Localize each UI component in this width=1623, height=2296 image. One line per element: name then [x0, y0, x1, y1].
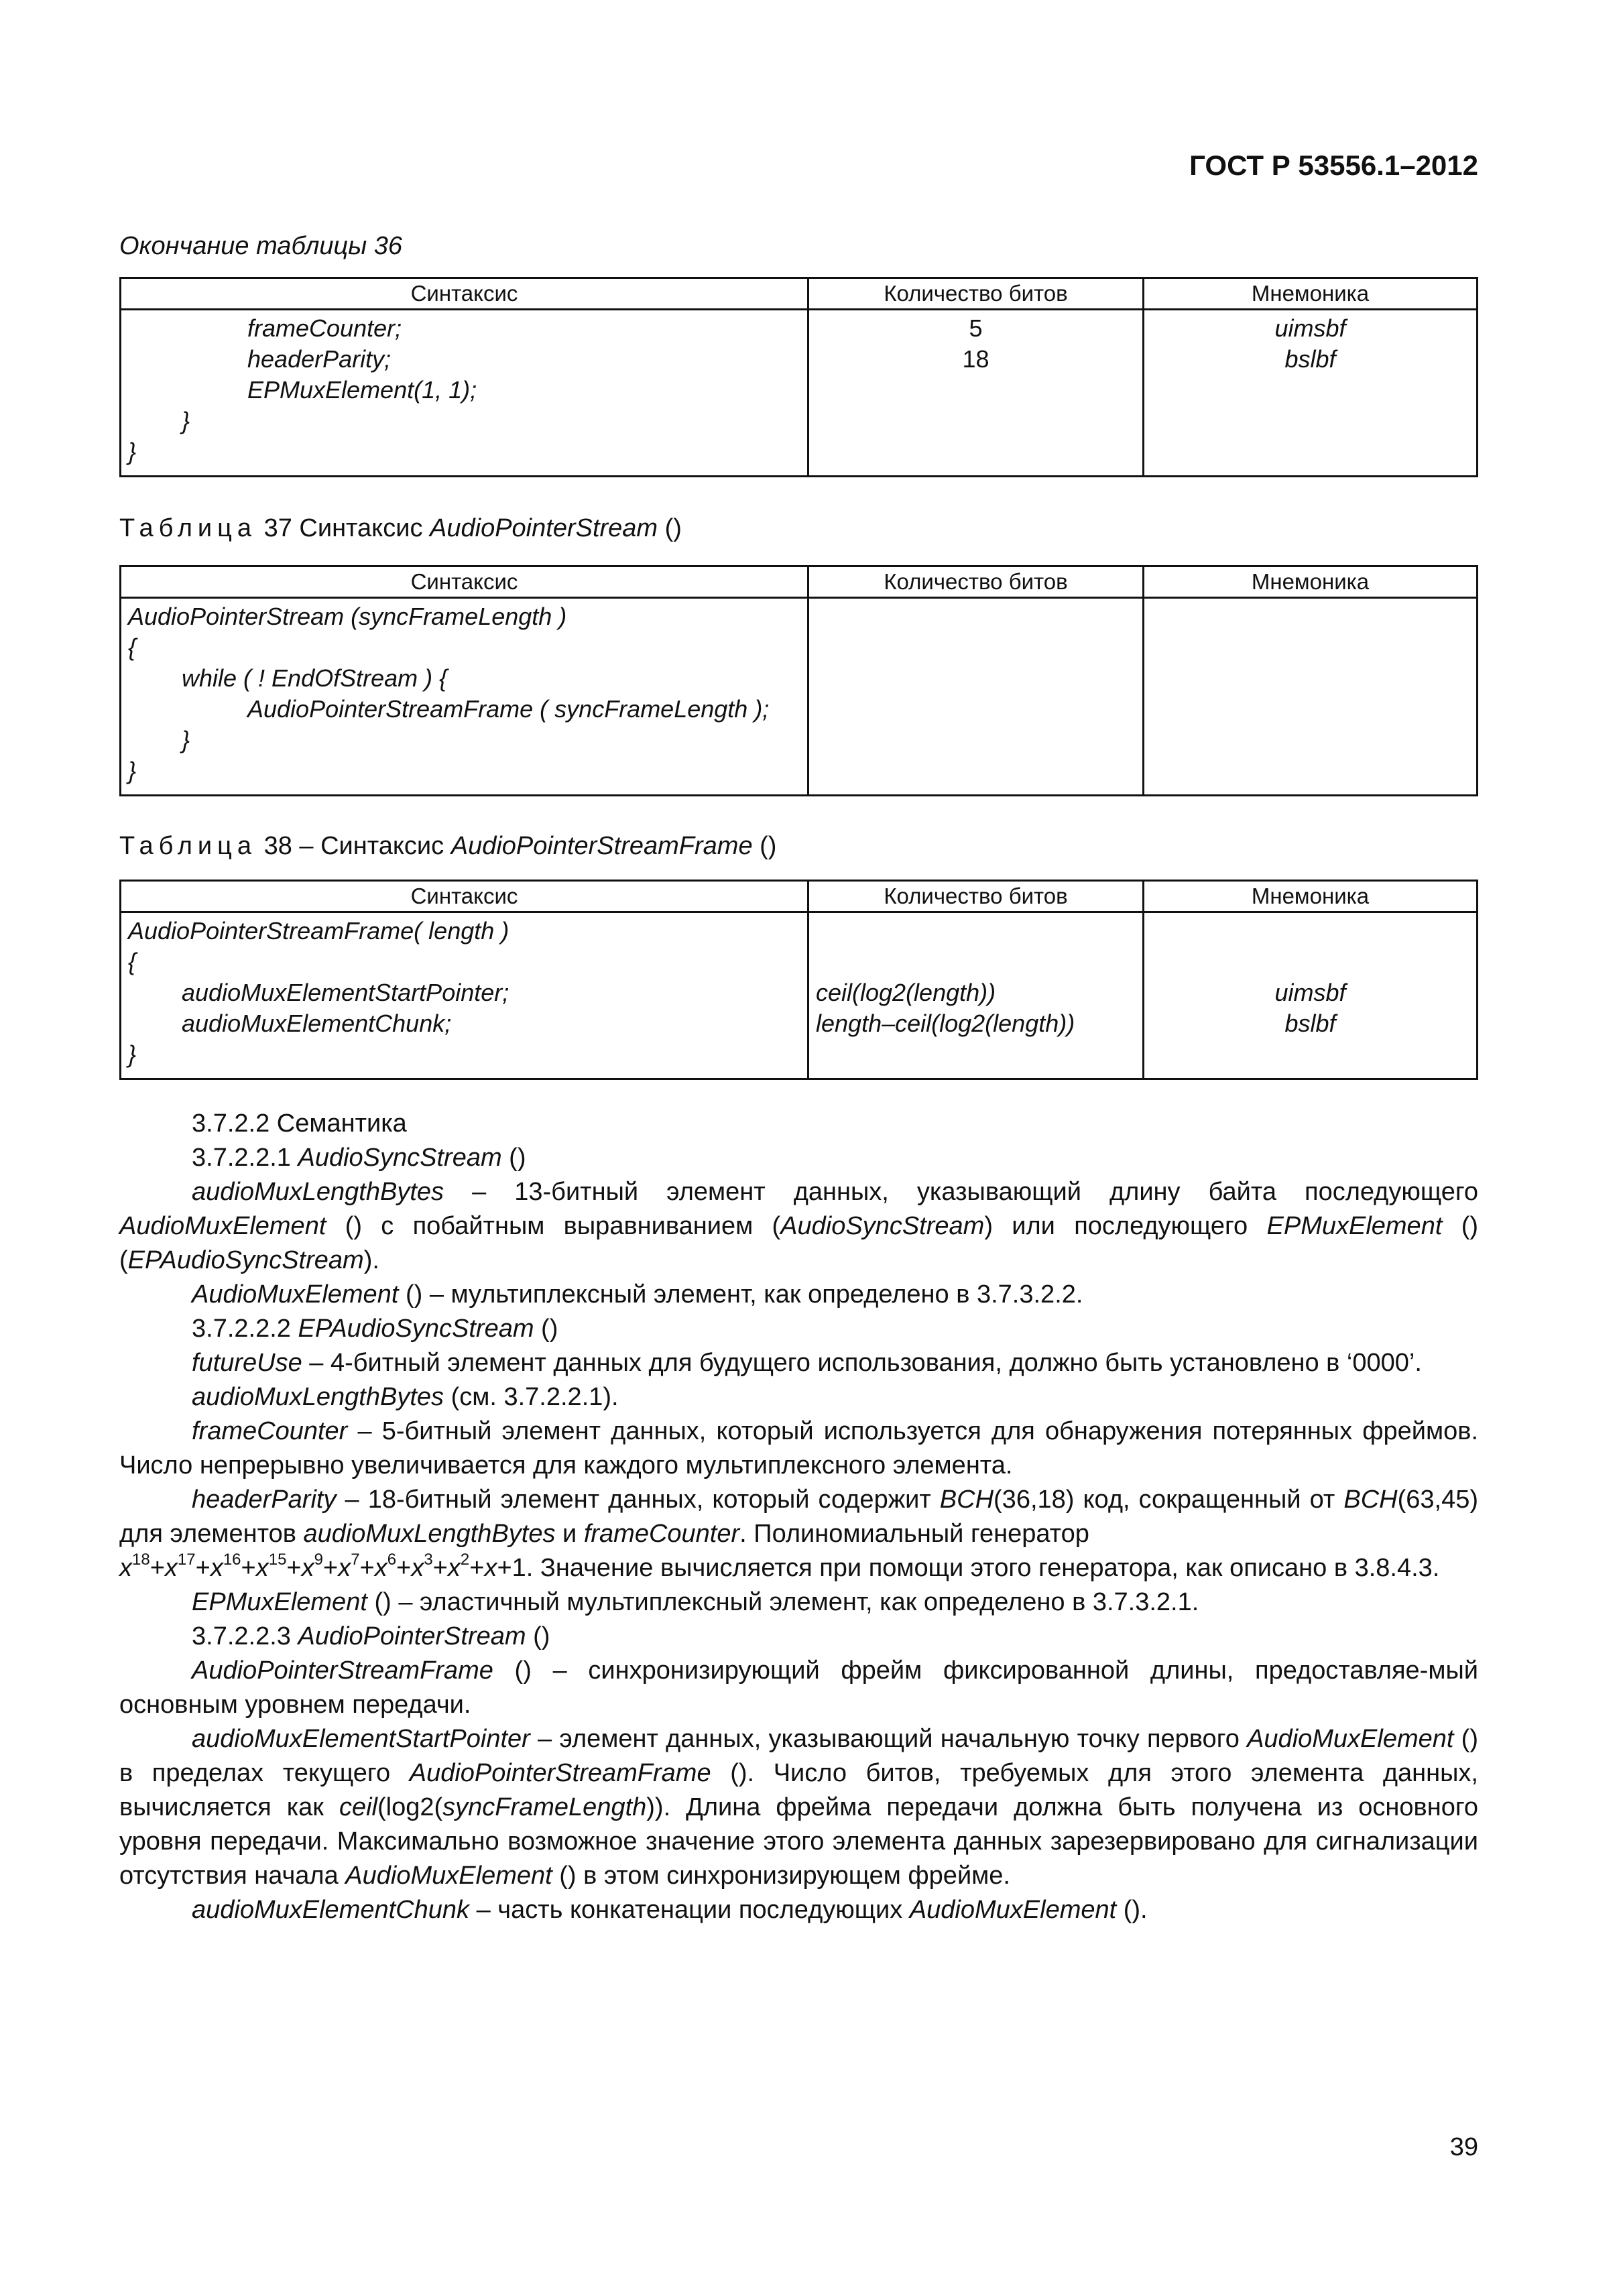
paragraph: AudioMuxElement () – мультиплексный элемент, как определено в 3.7.3.2.2. — [192, 1280, 1083, 1309]
table37-caption — [119, 513, 682, 544]
poly-operator: +1. — [497, 1554, 534, 1582]
table38-mnemonic-cell — [1144, 912, 1478, 1079]
code-line: AudioPointerStreamFrame ( syncFrameLength ); — [247, 695, 770, 723]
table36-header-row — [121, 278, 1478, 310]
term: AudioPointerStreamFrame — [192, 1656, 493, 1685]
bits-value: ceil(log2(length)) — [816, 979, 996, 1006]
subsection-heading: 3.7.2.2.2 EPAudioSyncStream () — [192, 1315, 558, 1343]
standard-designation: ГОСТ Р 53556.1–2012 — [1189, 149, 1478, 181]
paragraph: audioMuxLengthBytes – 13-битный элемент данных, указывающий длину байта последующего AudioMuxElement () с побайтным выравниванием (AudioSyncStream) или последующего EPMuxElement () (EPAudioSyncStream). — [119, 1178, 1478, 1274]
table-label: Таблица — [119, 514, 257, 542]
term: audioMuxLengthBytes — [192, 1383, 444, 1411]
paragraph: audioMuxLengthBytes (см. 3.7.2.2.1). — [192, 1383, 619, 1411]
mnemonic-value: bslbf — [1284, 345, 1336, 373]
code-line: while ( ! EndOfStream ) { — [182, 664, 448, 692]
table37-col-mnemonic: Мнемоника — [1144, 566, 1478, 598]
paragraph: headerParity – 18-битный элемент данных, который содержит BCH(36,18) код, сокращенный от BCH(63,45) для элементов audioMuxLengthBytes и frameCounter. Полиномиальный генератор $x^{18}+x^{17}+x^{16}+x^{15}+x^9+x^7+x^6+x^3+x^2+x+1$. Значение вычисляется при помощи этого генератора, как описано в 3.8.4.3. — [119, 1486, 1478, 1582]
poly-operator: + — [469, 1554, 485, 1582]
bits-value: 18 — [962, 345, 989, 373]
term: audioMuxElementChunk — [192, 1896, 470, 1924]
table37-header-row — [121, 566, 1478, 598]
mnemonic-value: uimsbf — [1274, 314, 1346, 342]
table36-caption: Окончание таблицы 36 — [119, 232, 403, 260]
term: audioMuxElementStartPointer — [192, 1725, 530, 1753]
caption-function: AudioPointerStreamFrame — [450, 832, 753, 860]
table36 — [119, 277, 1478, 477]
code-line: audioMuxElementChunk; — [182, 1010, 452, 1037]
term: audioMuxLengthBytes — [192, 1178, 444, 1206]
poly-operator: + — [396, 1554, 412, 1582]
term: AudioMuxElement — [192, 1280, 399, 1309]
poly-exponent: 17 — [177, 1551, 196, 1569]
subsection-heading: 3.7.2.2.1 AudioSyncStream () — [192, 1144, 526, 1172]
mnemonic-value: bslbf — [1284, 1010, 1336, 1037]
code-line: } — [182, 407, 190, 434]
poly-term: x — [447, 1554, 461, 1582]
table36-mnemonic-cell — [1144, 310, 1478, 477]
table38-syntax-cell — [121, 912, 808, 1079]
caption-parens: () — [658, 514, 682, 542]
code-line: } — [128, 438, 137, 465]
code-line: audioMuxElementStartPointer; — [182, 979, 509, 1006]
page-number: 39 — [1449, 2133, 1478, 2161]
term: headerParity — [192, 1486, 337, 1514]
poly-operator: + — [286, 1554, 302, 1582]
table38-row — [121, 912, 1478, 1079]
paragraph: audioMuxElementChunk – часть конкатенации последующих AudioMuxElement (). — [192, 1896, 1148, 1924]
code-line: } — [182, 726, 190, 753]
table37-syntax-cell — [121, 598, 808, 796]
poly-term: x — [210, 1554, 223, 1582]
poly-exponent: 6 — [387, 1551, 397, 1569]
poly-term: x — [119, 1554, 132, 1582]
poly-operator: + — [241, 1554, 256, 1582]
poly-term: x — [301, 1554, 314, 1582]
code-line: frameCounter; — [247, 314, 402, 342]
bits-value: 5 — [969, 314, 983, 342]
table36-bits-cell — [808, 310, 1144, 477]
table38-bits-cell — [808, 912, 1144, 1079]
code-line: EPMuxElement(1, 1); — [247, 376, 477, 404]
section-heading: 3.7.2.2 Семантика — [192, 1109, 407, 1138]
poly-exponent: 3 — [424, 1551, 433, 1569]
caption-text: Синтаксис — [299, 514, 423, 542]
table-label: Таблица — [119, 832, 257, 860]
generator-polynomial — [119, 1551, 534, 1582]
term: futureUse — [192, 1349, 302, 1377]
semantics-section — [119, 1107, 1478, 1927]
table38-col-bits: Количество битов — [808, 881, 1144, 912]
caption-text: – Синтаксис — [299, 832, 444, 860]
poly-term: x — [338, 1554, 351, 1582]
paragraph: audioMuxElementStartPointer – элемент данных, указывающий начальную точку первого AudioMuxElement () в пределах текущего AudioPointerStreamFrame (). Число битов, требуемых для этого элемента данных, вычисляется как ceil(log2(syncFrameLength)). Длина фрейма передачи должна быть получена из основного уровня передачи. Максимально возможное значение этого элемента данных зарезервировано для сигнализации отсутствия начала AudioMuxElement () в этом синхронизирующем фрейме. — [119, 1725, 1479, 1890]
poly-term: x — [411, 1554, 424, 1582]
table38-header-row — [121, 881, 1478, 912]
code-line: } — [128, 757, 137, 784]
code-line: { — [128, 948, 137, 975]
poly-operator: + — [149, 1554, 165, 1582]
poly-operator: + — [432, 1554, 448, 1582]
caption-parens: () — [752, 832, 777, 860]
paragraph: futureUse – 4-битный элемент данных для будущего использования, должно быть установлено в ‘0000’. — [192, 1349, 1422, 1377]
code-line: AudioPointerStreamFrame( length ) — [128, 917, 509, 945]
table36-col-mnemonic: Мнемоника — [1144, 278, 1478, 310]
poly-operator: + — [195, 1554, 211, 1582]
poly-exponent: 7 — [351, 1551, 360, 1569]
paragraph: frameCounter – 5-битный элемент данных, который используется для обнаружения потерянных фреймов. Число непрерывно увеличивается для каждого мультиплексного элемента. — [119, 1417, 1478, 1479]
table-number: 37 — [263, 514, 292, 542]
mnemonic-value: uimsbf — [1274, 979, 1346, 1006]
table-number: 38 — [263, 832, 292, 860]
table38-caption — [119, 831, 776, 861]
poly-operator: + — [359, 1554, 375, 1582]
poly-operator: + — [322, 1554, 339, 1582]
table37-col-bits: Количество битов — [808, 566, 1144, 598]
poly-exponent: 2 — [460, 1551, 470, 1569]
poly-term: x — [374, 1554, 387, 1582]
poly-exponent: 18 — [132, 1551, 150, 1569]
table37-mnemonic-cell — [1144, 598, 1478, 796]
caption-function: AudioPointerStream — [430, 514, 658, 542]
table36-col-bits: Количество битов — [808, 278, 1144, 310]
code-line: } — [128, 1040, 137, 1068]
table38 — [119, 880, 1478, 1080]
poly-exponent: 16 — [223, 1551, 241, 1569]
term: EPMuxElement — [192, 1588, 367, 1616]
poly-term: x — [164, 1554, 178, 1582]
paragraph: EPMuxElement () – эластичный мультиплексный элемент, как определено в 3.7.3.2.1. — [192, 1588, 1199, 1616]
table37-row — [121, 598, 1478, 796]
subsection-heading: 3.7.2.2.3 AudioPointerStream () — [192, 1622, 550, 1650]
table37-bits-cell — [808, 598, 1144, 796]
paragraph: AudioPointerStreamFrame () – синхронизирующий фрейм фиксированной длины, предоставляе-мый основным уровнем передачи. — [119, 1656, 1478, 1719]
bits-value: length–ceil(log2(length)) — [816, 1010, 1075, 1037]
table37-col-syntax: Синтаксис — [121, 566, 808, 598]
code-line: AudioPointerStream (syncFrameLength ) — [128, 603, 567, 630]
code-line: { — [128, 633, 137, 661]
table37 — [119, 565, 1478, 796]
poly-exponent: 9 — [314, 1551, 323, 1569]
term: frameCounter — [192, 1417, 348, 1445]
poly-term: x — [484, 1554, 497, 1582]
code-line: headerParity; — [247, 345, 392, 373]
poly-term: x — [255, 1554, 269, 1582]
poly-exponent: 15 — [268, 1551, 287, 1569]
table36-syntax-cell — [121, 310, 808, 477]
table38-col-syntax: Синтаксис — [121, 881, 808, 912]
table36-row — [121, 310, 1478, 477]
table38-col-mnemonic: Мнемоника — [1144, 881, 1478, 912]
table36-col-syntax: Синтаксис — [121, 278, 808, 310]
